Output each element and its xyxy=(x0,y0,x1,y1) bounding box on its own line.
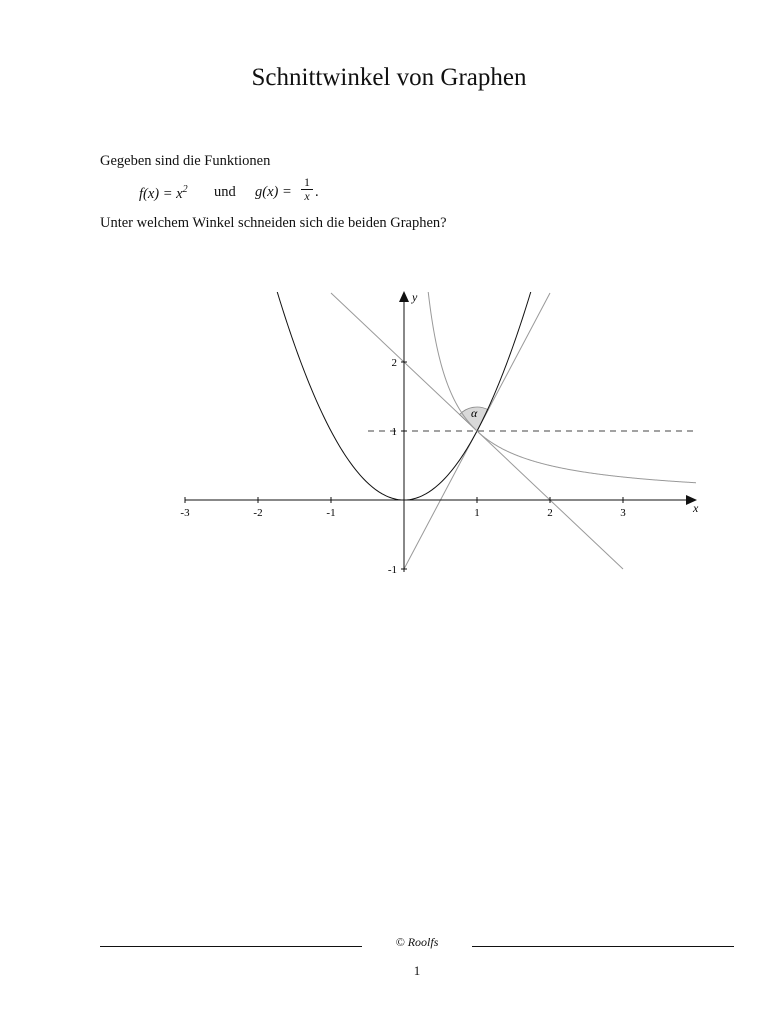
page-title: Schnittwinkel von Graphen xyxy=(251,64,527,91)
y-tick-label: 1 xyxy=(391,426,397,438)
x-tick-label: 2 xyxy=(547,507,553,519)
x-tick-label: 1 xyxy=(474,507,480,519)
copyright: © Roolfs xyxy=(395,935,439,949)
function-curves xyxy=(265,229,696,500)
tick-marks xyxy=(180,357,626,576)
y-axis-label: y xyxy=(412,290,418,304)
g-denominator: x xyxy=(304,189,310,203)
y-tick-label: 2 xyxy=(391,357,397,369)
y-tick-label: -1 xyxy=(387,564,397,576)
g-definition: g(x) = xyxy=(255,184,292,200)
f-definition: $f(x) = x^2$ xyxy=(139,184,188,202)
formula-end: . xyxy=(315,184,319,200)
formula-connector: und xyxy=(214,184,236,200)
y-axis-arrow xyxy=(399,291,409,302)
x-axis-label: x xyxy=(693,501,699,515)
footer-rule-left xyxy=(100,946,362,947)
x-tick-label: 3 xyxy=(620,507,626,519)
intro-text: Gegeben sind die Funktionen xyxy=(100,153,271,169)
x-tick-label: -3 xyxy=(180,507,190,519)
page-number: 1 xyxy=(413,963,421,978)
axes xyxy=(185,291,697,572)
g-numerator: 1 xyxy=(301,176,313,190)
footer-rule-right xyxy=(472,946,734,947)
x-tick-label: -2 xyxy=(253,507,263,519)
angle-label: α xyxy=(471,406,478,420)
curve-g-hyperbola xyxy=(428,291,696,483)
question-text: Unter welchem Winkel schneiden sich die beiden Graphen? xyxy=(100,215,447,231)
x-tick-label: -1 xyxy=(326,507,336,519)
